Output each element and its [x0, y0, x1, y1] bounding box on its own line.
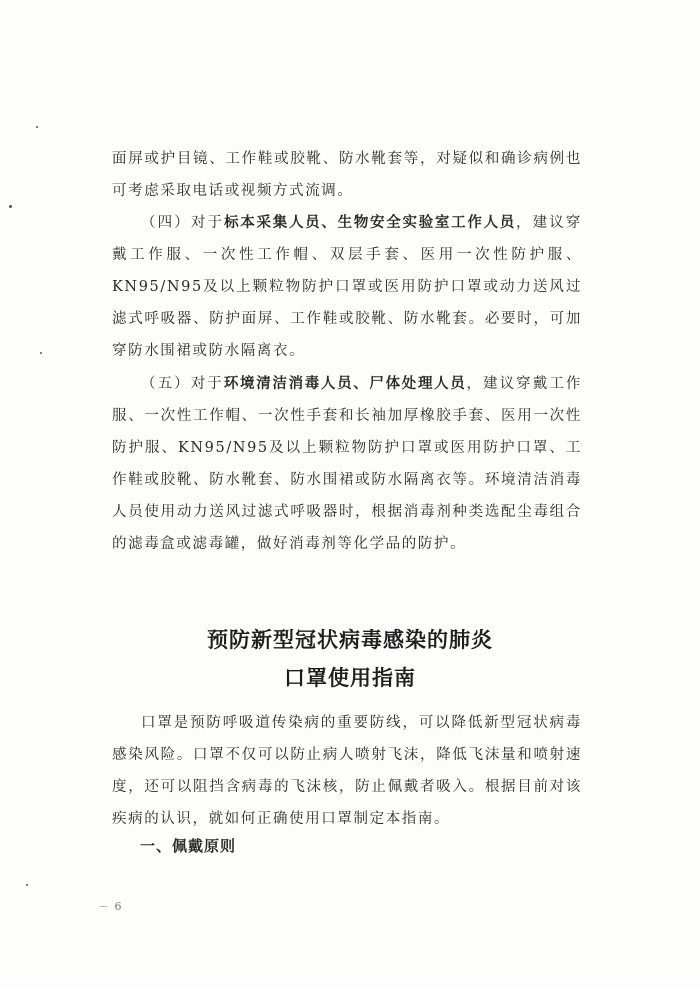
section-heading-wearing-principles: 一、佩戴原则 — [140, 837, 237, 855]
document-title-line-1: 预防新型冠状病毒感染的肺炎 — [207, 628, 493, 652]
paragraph-section-5 — [112, 368, 582, 560]
page-number: － 6 — [98, 900, 123, 913]
section-5-bold-subject: 环境清洁消毒人员、尸体处理人员 — [223, 376, 467, 392]
section-4-bold-subject: 标本采集人员、生物安全实验室工作人员 — [224, 215, 517, 231]
document-title-line-2: 口罩使用指南 — [284, 666, 416, 690]
paragraph-section-4 — [112, 207, 582, 367]
paragraph-continuation: 面屏或护目镜、工作鞋或胶靴、防水靴套等，对疑似和确诊病例也可考虑采取电话或视频方式流调。 — [112, 151, 582, 199]
section-4-prefix: （四）对于 — [141, 215, 225, 231]
section-5-body: ，建议穿戴工作服、一次性工作帽、一次性手套和长袖加厚橡胶手套、医用一次性防护服、KN95/N95及以上颗粒物防护口罩或医用防护口罩、工作鞋或胶靴、防水靴套、防水围裙或防水隔离衣等。环境清洁消毒人员使用动力送风过滤式呼吸器时，根据消毒剂种类选配尘毒组合的滤毒盒或滤毒罐，做好消毒剂等化学品的防护。 — [112, 376, 583, 552]
paragraph-mask-intro: 口罩是预防呼吸道传染病的重要防线，可以降低新型冠状病毒感染风险。口罩不仅可以防止病人喷射飞沫，降低飞沫量和喷射速度，还可以阻挡含病毒的飞沫核，防止佩戴者吸入。根据目前对该疾病的认识，就如何正确使用口罩制定本指南。 — [112, 715, 582, 827]
scan-speck — [26, 884, 28, 886]
section-5-prefix: （五）对于 — [141, 376, 224, 392]
scan-speck — [9, 205, 12, 208]
section-4-body: ，建议穿戴工作服、一次性工作帽、双层手套、医用一次性防护服、KN95/N95及以上颗粒物防护口罩或医用防护口罩或动力送风过滤式呼吸器、防护面屏、工作鞋或胶靴、防水靴套。必要时，可加穿防水围裙或防水隔离衣。 — [112, 215, 582, 359]
scan-speck — [36, 126, 38, 128]
scan-speck — [40, 352, 42, 354]
